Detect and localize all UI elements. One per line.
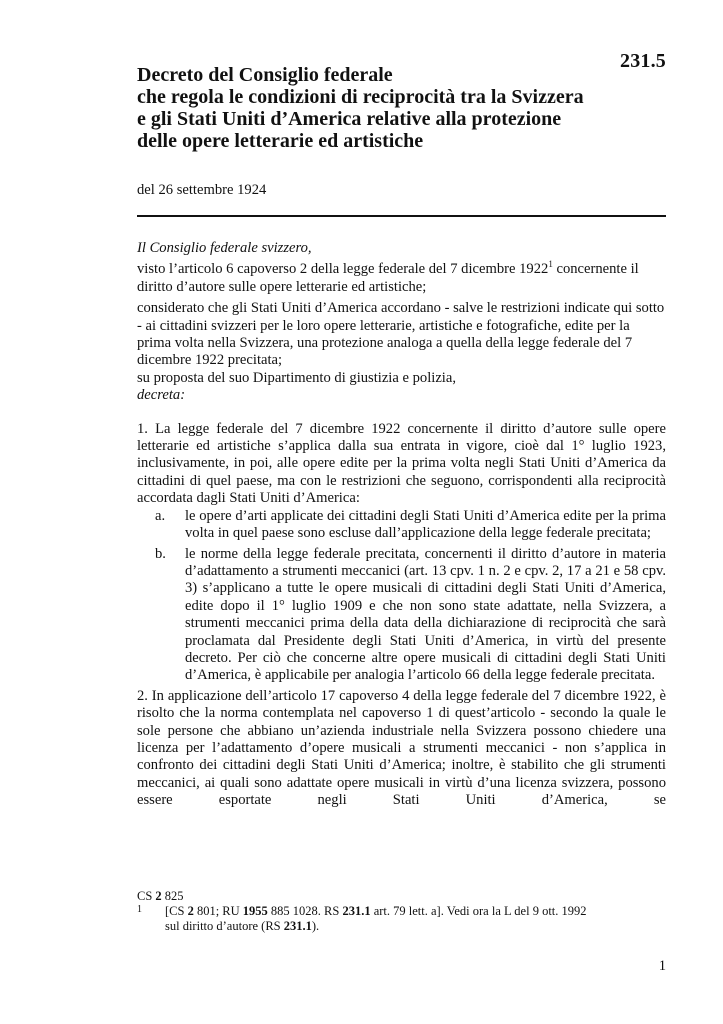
cs-reference bbox=[137, 889, 666, 904]
page-number: 1 bbox=[658, 958, 666, 974]
preamble-considerato: considerato che gli Stati Uniti d’America accordano - salve le restrizioni indicate qui sotto - ai cittadini svizzeri per le loro opere letterarie, artistiche e fotografiche, edite per la prima volta nella Svizzera, una protezione analoga a quella della legge federale del 7 dicembre 1922 precitata; bbox=[137, 300, 665, 369]
item-text: le norme della legge federale precitata, concernenti il diritto d’autore in materia d’adattamento a strumenti meccanici (art. 13 cpv. 1 n. 2 e cpv. 2, 17 a 21 e 58 cpv. 3) s’applicano a tutte le opere musicali di cittadini degli Stati Uniti d’America, edite dopo il 1° luglio 1909 e che non sono state adattate, nella Svizzera, a strumenti meccanici prima della data della dichiarazione di reciprocità che sarà proclamata dal Presidente degli Stati Uniti d’America, in virtù del presente decreto. Per ciò che concerne altre opere musicali di cittadini degli Stati Uniti d’America, è applicabile per analogia l’articolo 66 della legge federale precitata. bbox=[185, 545, 666, 684]
footnote-1 bbox=[137, 904, 666, 934]
page-footer bbox=[137, 889, 666, 934]
cs-page: 825 bbox=[161, 889, 184, 903]
document-date: del 26 settembre 1924 bbox=[137, 182, 267, 198]
article-1-item-b bbox=[137, 546, 666, 685]
preamble-proposta: su proposta del suo Dipartimento di giustizia e polizia, bbox=[137, 369, 456, 386]
title-line: che regola le condizioni di reciprocità tra la Svizzera bbox=[137, 86, 584, 108]
footnote-line: sul diritto d’autore (RS 231.1). bbox=[165, 919, 320, 933]
visto-text-continued: concernente il diritto d’autore sulle opere letterarie ed artistiche; bbox=[137, 261, 639, 295]
title-divider bbox=[137, 215, 666, 217]
item-label: b. bbox=[155, 545, 166, 562]
document-title bbox=[137, 64, 637, 152]
article-2: 2. In applicazione dell’articolo 17 capoverso 4 della legge federale del 7 dicembre 1922, è risolto che la norma contemplata nel capoverso 1 di quest’articolo - secondo la quale le sole persone che abbiano un’azienda industriale nella Svizzera possono chiedere una licenza per l’adattamento d’opere musicali a strumenti meccanici - non s’applica in confronto dei cittadini degli Stati Uniti d’America; inoltre, è stabilito che gli strumenti meccanici, ai quali sono adattate opere musicali in virtù d’una licenza svizzera, possono essere esportate negli Stati Uniti d’America, se bbox=[137, 687, 666, 809]
footnote-line: [CS 2 801; RU 1955 885 1028. RS 231.1 art. 79 lett. a]. Vedi ora la L del 9 ott. 1992 bbox=[165, 904, 587, 918]
item-text: le opere d’arti applicate dei cittadini degli Stati Uniti d’America edite per la prima volta in quel paese sono escluse dall’applicazione della legge federale precitata; bbox=[185, 507, 666, 542]
title-line: Decreto del Consiglio federale bbox=[137, 64, 393, 86]
article-1-item-a bbox=[137, 508, 666, 543]
preamble-authority: Il Consiglio federale svizzero, bbox=[137, 240, 312, 256]
footnote-mark: 1 bbox=[137, 904, 142, 915]
item-label: a. bbox=[155, 507, 166, 524]
cs-volume: 2 bbox=[155, 889, 162, 903]
document-body bbox=[137, 240, 666, 810]
document-number: 231.5 bbox=[620, 50, 666, 72]
visto-text: visto l’articolo 6 capoverso 2 della legge federale del 7 dicembre 1922 bbox=[137, 261, 549, 278]
preamble-visto bbox=[137, 261, 666, 296]
article-1: 1. La legge federale del 7 dicembre 1922 concernente il diritto d’autore sulle opere letterarie ed artistiche s’applica dalla sua entrata in vigore, cioè dal 1° luglio 1923, inclusivamente, in poi, alle opere edite per la prima volta negli Stati Uniti d’America da cittadini di quel paese, ma con le restrizioni che seguono, corrispondenti alla reciprocità accordata dagli Stati Uniti d’America: bbox=[137, 420, 666, 507]
footnote-reference[interactable]: 1 bbox=[548, 259, 553, 270]
cs-prefix: CS bbox=[137, 889, 156, 903]
title-line: delle opere letterarie ed artistiche bbox=[137, 130, 424, 152]
preamble-decreta: decreta: bbox=[137, 387, 186, 404]
title-line: e gli Stati Uniti d’America relative alla protezione bbox=[137, 108, 562, 130]
